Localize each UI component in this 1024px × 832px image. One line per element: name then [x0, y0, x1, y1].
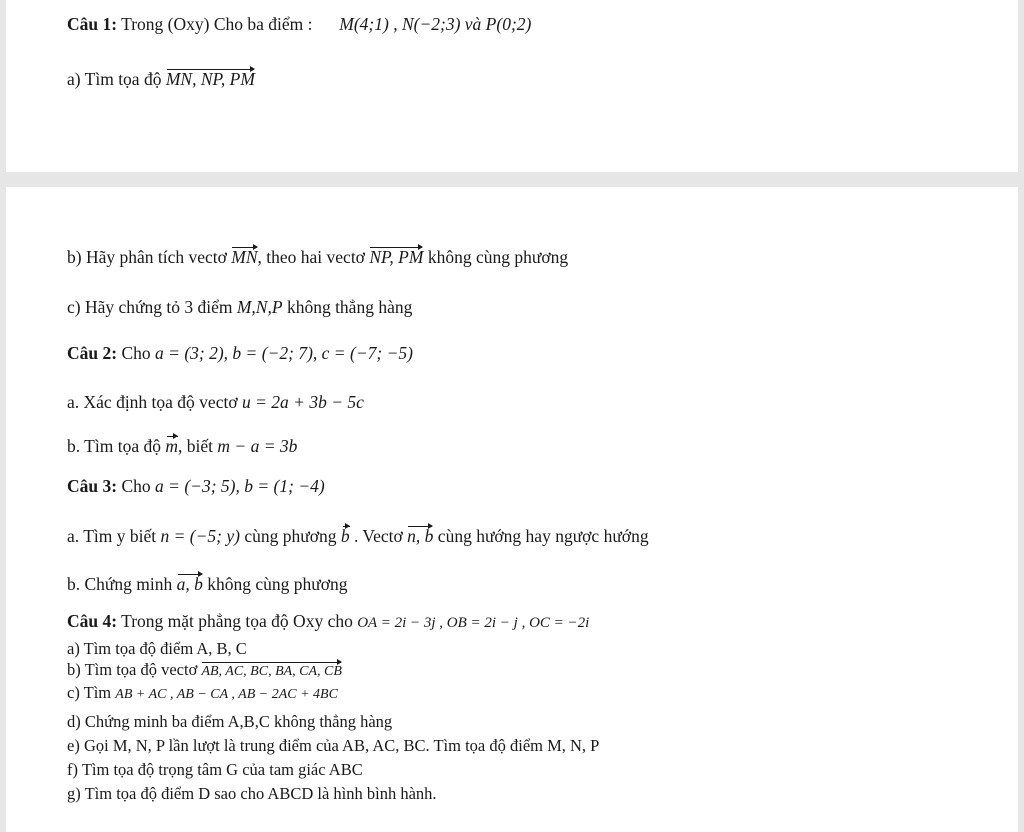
q4-given: OA = 2i − 3j , OB = 2i − j , OC = −2i: [357, 615, 590, 631]
q4-title: Câu 4:: [67, 611, 118, 631]
q4-item-e-text: e) Gọi M, N, P lần lượt là trung điểm của AB, AC, BC. Tìm tọa độ điểm M, N, P: [67, 736, 600, 755]
q3-intro: Cho: [121, 476, 151, 496]
q4-item-a: [67, 639, 247, 659]
q3-b-text: b. Chứng minh: [67, 574, 173, 594]
q1-part-c: [67, 297, 412, 317]
q2-a-text: a. Xác định tọa độ vectơ: [67, 392, 238, 412]
q4-item-g-text: g) Tìm tọa độ điểm D sao cho ABCD là hình bình hành.: [67, 784, 437, 803]
q1-part-b: [67, 244, 568, 267]
q1-c-suffix: không thẳng hàng: [286, 297, 413, 317]
q2-intro: Cho: [121, 343, 151, 363]
q3-a-mid: cùng phương: [244, 526, 337, 546]
q3-a-suffix: cùng hướng hay ngược hướng: [437, 526, 649, 546]
q3-b-vecs: a, b: [177, 571, 203, 591]
q1-b-vec: MN: [231, 244, 257, 264]
q1-c-points: M,N,P: [236, 297, 283, 317]
q2-given: a = (3; 2), b = (−2; 7), c = (−7; −5): [155, 343, 413, 363]
q4-item-b-text: b) Tìm tọa độ vectơ: [67, 660, 198, 679]
q4-item-c: [67, 683, 338, 705]
q1-heading: [67, 14, 531, 34]
q4-item-d-text: d) Chứng minh ba điểm A,B,C không thẳng hàng: [67, 712, 393, 731]
q4-item-g: [67, 784, 437, 804]
q1-b-mid: , theo hai vectơ: [257, 247, 365, 267]
q2-b-text: b. Tìm tọa độ: [67, 436, 161, 456]
q4-item-d: [67, 712, 392, 732]
q1-title: Câu 1:: [67, 14, 118, 34]
q4-c-exprs: AB + AC , AB − CA , AB − 2AC + 4BC: [115, 687, 338, 702]
q1-c-text: c) Hãy chứng tỏ 3 điểm: [67, 297, 233, 317]
q4-b-vecs: AB, AC, BC, BA, CA, CB: [201, 659, 342, 679]
q3-a-vecs: n, b: [407, 523, 433, 543]
q3-a-mid2: . Vectơ: [354, 526, 403, 546]
q3-part-a: [67, 523, 649, 546]
q1-intro: Trong (Oxy) Cho ba điểm :: [121, 14, 313, 34]
q4-item-e: [67, 736, 599, 756]
q2-part-a: [67, 392, 364, 412]
q3-part-b: [67, 571, 348, 594]
q2-b-mid: , biết: [178, 436, 213, 456]
q2-title: Câu 2:: [67, 343, 118, 363]
q4-intro: Trong mặt phẳng tọa độ Oxy cho: [121, 611, 353, 631]
q1-b-suffix: không cùng phương: [427, 247, 569, 267]
q1-part-a: [67, 66, 255, 89]
q3-given: a = (−3; 5), b = (1; −4): [155, 476, 325, 496]
q3-title: Câu 3:: [67, 476, 118, 496]
q4-item-a-text: a) Tìm tọa độ điểm A, B, C: [67, 639, 247, 658]
q4-item-c-text: c) Tìm: [67, 683, 112, 702]
q4-heading: [67, 611, 589, 633]
q2-b-expr: m − a = 3b: [217, 436, 298, 456]
q1-points: M(4;1) , N(−2;3) và P(0;2): [339, 14, 532, 34]
q4-item-f: [67, 760, 363, 780]
q1-b-vecs: NP, PM: [369, 244, 423, 264]
q2-heading: [67, 343, 413, 363]
q3-b-suffix: không cùng phương: [207, 574, 348, 594]
q2-a-expr: u = 2a + 3b − 5c: [241, 392, 364, 412]
q1-b-prefix: b) Hãy phân tích vectơ: [67, 247, 227, 267]
q3-a-expr: n = (−5; y): [160, 526, 240, 546]
q3-heading: [67, 476, 325, 496]
q1-a-label: a) Tìm tọa độ: [67, 69, 162, 89]
q3-a-text: a. Tìm y biết: [67, 526, 157, 546]
q4-item-f-text: f) Tìm tọa độ trọng tâm G của tam giác ABC: [67, 760, 363, 779]
q2-part-b: [67, 433, 297, 456]
q3-a-vec: b: [341, 523, 350, 543]
q2-b-var: m: [165, 433, 178, 453]
q4-item-b: [67, 659, 342, 680]
q1-a-vectors: MN, NP, PM: [166, 66, 255, 86]
